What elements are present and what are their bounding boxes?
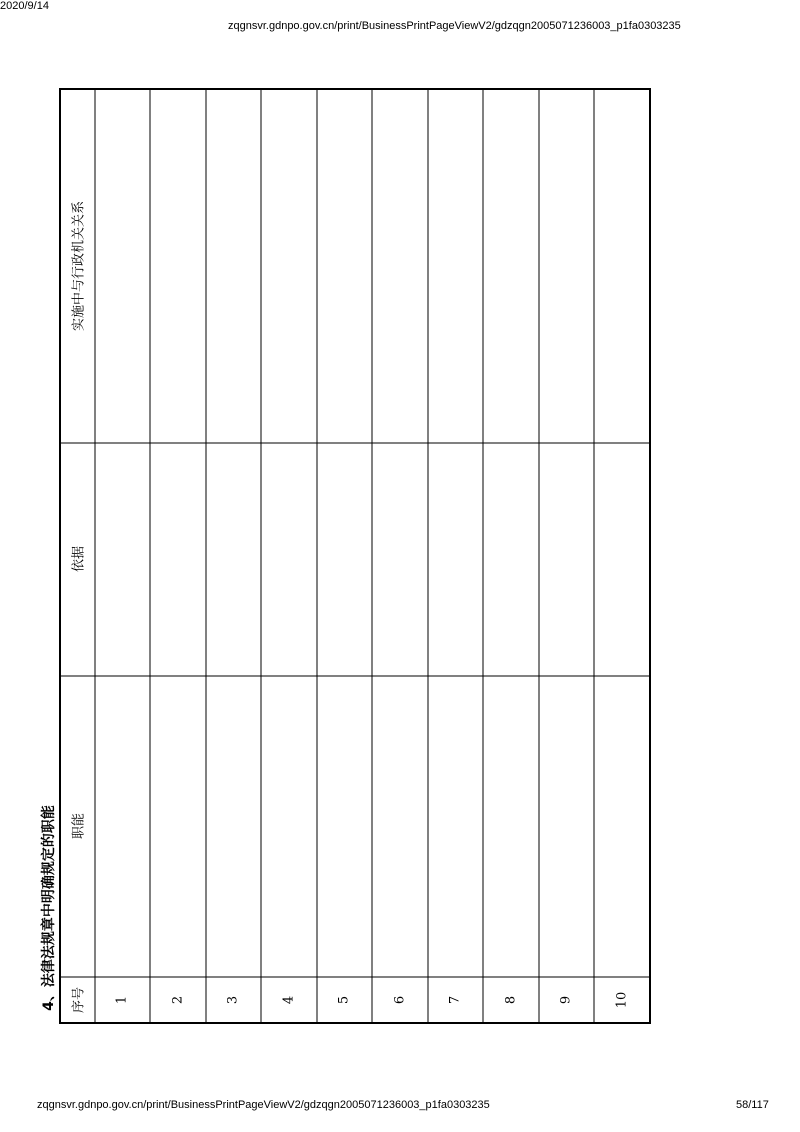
row-number: 5 (336, 995, 352, 1005)
print-date: 2020/9/14 (0, 0, 49, 12)
row-number: 3 (225, 995, 241, 1005)
row-number: 1 (114, 995, 130, 1005)
column-header-relationship: 实施中与行政机关关系 (71, 200, 87, 332)
section-title: 4、法律法规章中明确规定的职能 (41, 805, 57, 1011)
column-header-function: 职能 (71, 812, 87, 840)
row-number: 6 (392, 995, 408, 1005)
table-border (60, 89, 650, 1023)
row-number: 8 (503, 995, 519, 1005)
header-url: zqgnsvr.gdnpo.gov.cn/print/BusinessPrintPageViewV2/gdzqgn2005071236003_p1fa0303235 (228, 20, 681, 32)
row-number: 7 (447, 995, 463, 1005)
row-number: 4 (281, 995, 297, 1005)
row-number: 9 (558, 995, 574, 1005)
column-header-basis: 依据 (71, 545, 87, 573)
column-header-serial: 序号 (71, 986, 87, 1014)
row-number: 10 (614, 991, 630, 1009)
row-number: 2 (170, 995, 186, 1005)
page-number: 58/117 (736, 1099, 769, 1111)
footer-url: zqgnsvr.gdnpo.gov.cn/print/BusinessPrintPageViewV2/gdzqgn2005071236003_p1fa0303235 (37, 1099, 490, 1111)
